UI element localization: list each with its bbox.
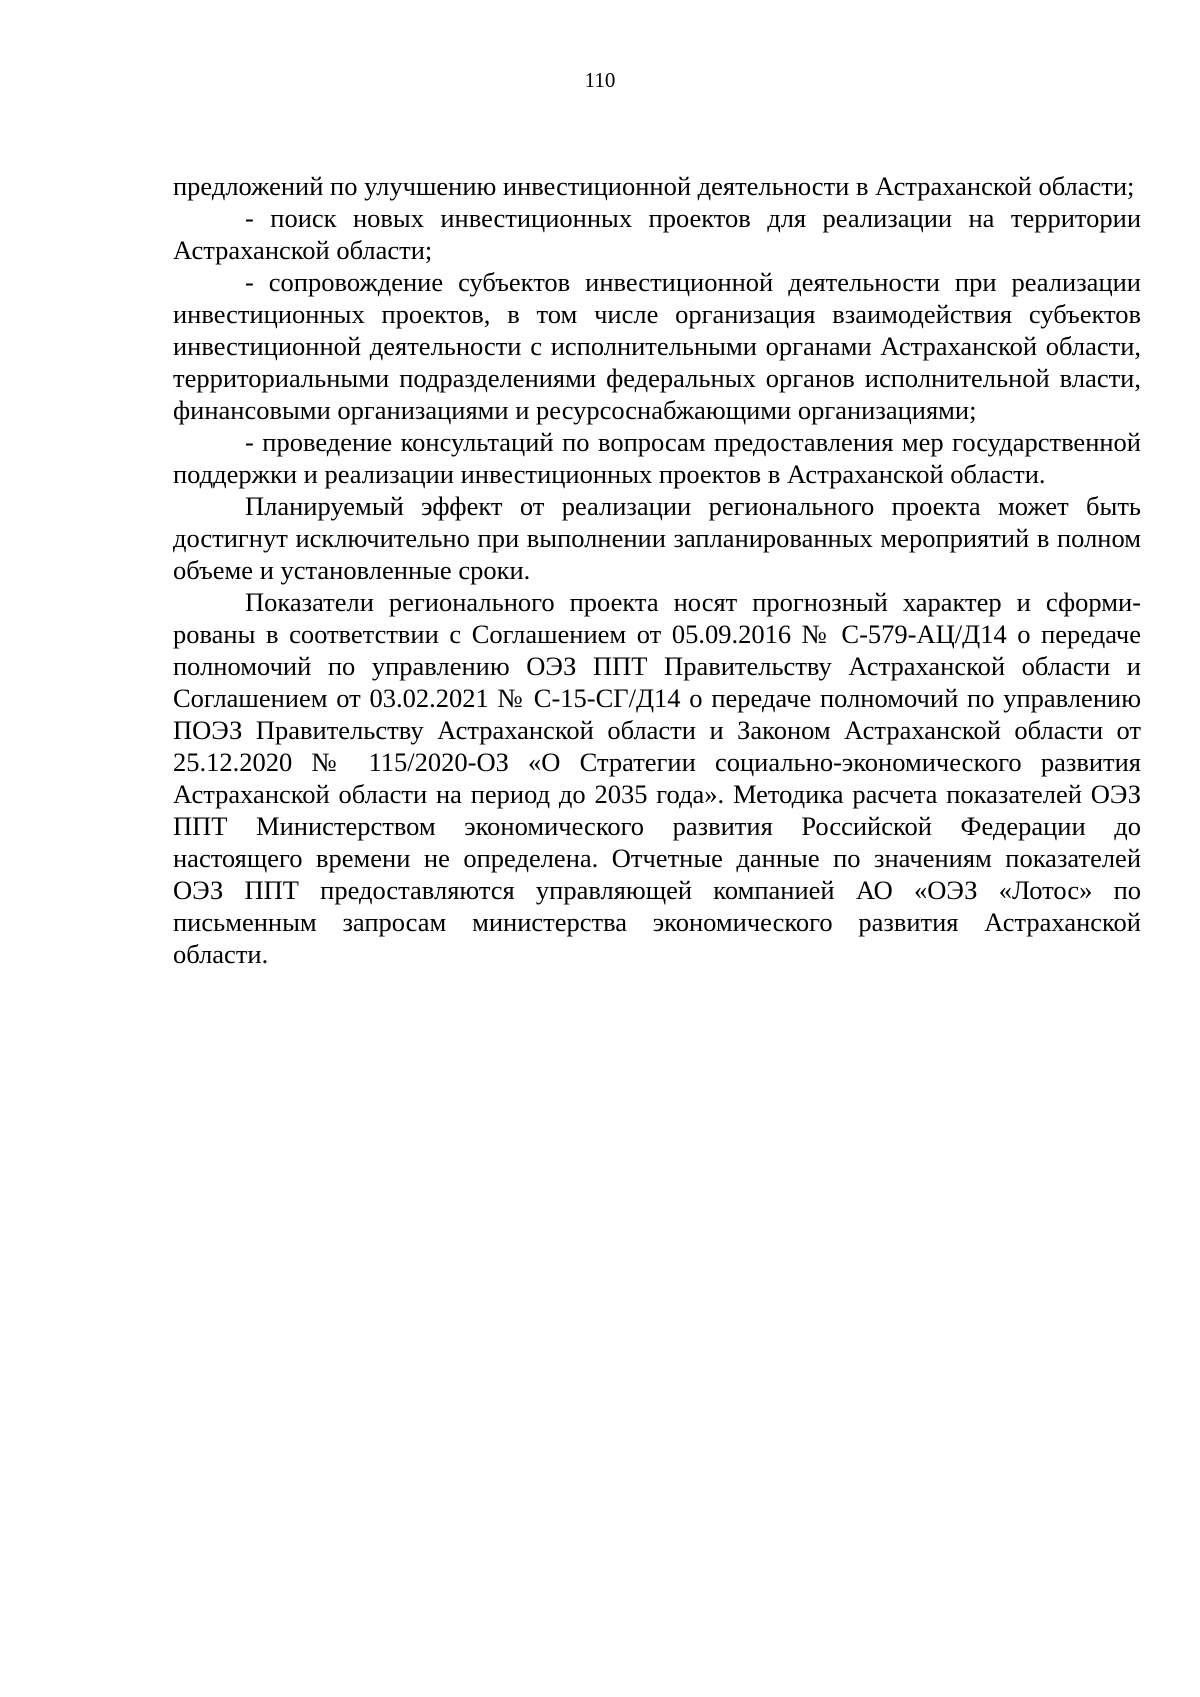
paragraph-indicators: Показатели регионального проекта носят прогнозный характер и сформированы в соответствии с Соглашением от 05.09.2016 № С-579-АЦ/Д14 о передаче полномочий по управлению ОЭЗ ППТ Правительству Астраханской области и Соглашением от 03.02.2021 № С-15-СГ/Д14 о передаче полномочий по управлению ПОЭЗ Правительству Астраханской области и Законом Астраханской области от 25.12.2020 № 115/2020-ОЗ «О Стратегии социально-экономического развития Астраханской области на период до 2035 года». Методика расчета показателей ОЭЗ ППТ Министерством экономического развития Российской Федерации до настоящего времени не определена. Отчетные данные по значениям показателей ОЭЗ ППТ предоставляются управляющей компанией АО «ОЭЗ «Лотос» по письменным запросам министерства экономического развития Астраханской области. xyxy=(173,587,1141,969)
paragraph-continuation: предложений по улучшению инвестиционной деятельности в Астраханской области; xyxy=(173,171,1135,201)
list-item-support-subjects: - сопровождение субъектов инвестиционной деятельности при реализации инвестиционных проектов, в том числе организация взаимодействия субъектов инвестиционной деятельности с исполнительными органами Астраханской области, территориальными подразделениями федеральных органов исполнительной власти, финансовыми организациями и ресурсоснабжающими организациями; xyxy=(173,267,1141,425)
document-body xyxy=(173,170,1141,970)
list-item-consultations: - проведение консультаций по вопросам предоставления мер государственной поддержки и реализации инвестиционных проектов в Астраханской области. xyxy=(173,427,1141,489)
page-number: 110 xyxy=(584,68,616,92)
paragraph-planned-effect: Планируемый эффект от реализации регионального проекта может быть достигнут исключительно при выполнении запланированных мероприятий в полном объеме и установленные сроки. xyxy=(173,491,1141,585)
list-item-search-projects: - поиск новых инвестиционных проектов для реализации на территории Астраханской области; xyxy=(173,203,1141,265)
